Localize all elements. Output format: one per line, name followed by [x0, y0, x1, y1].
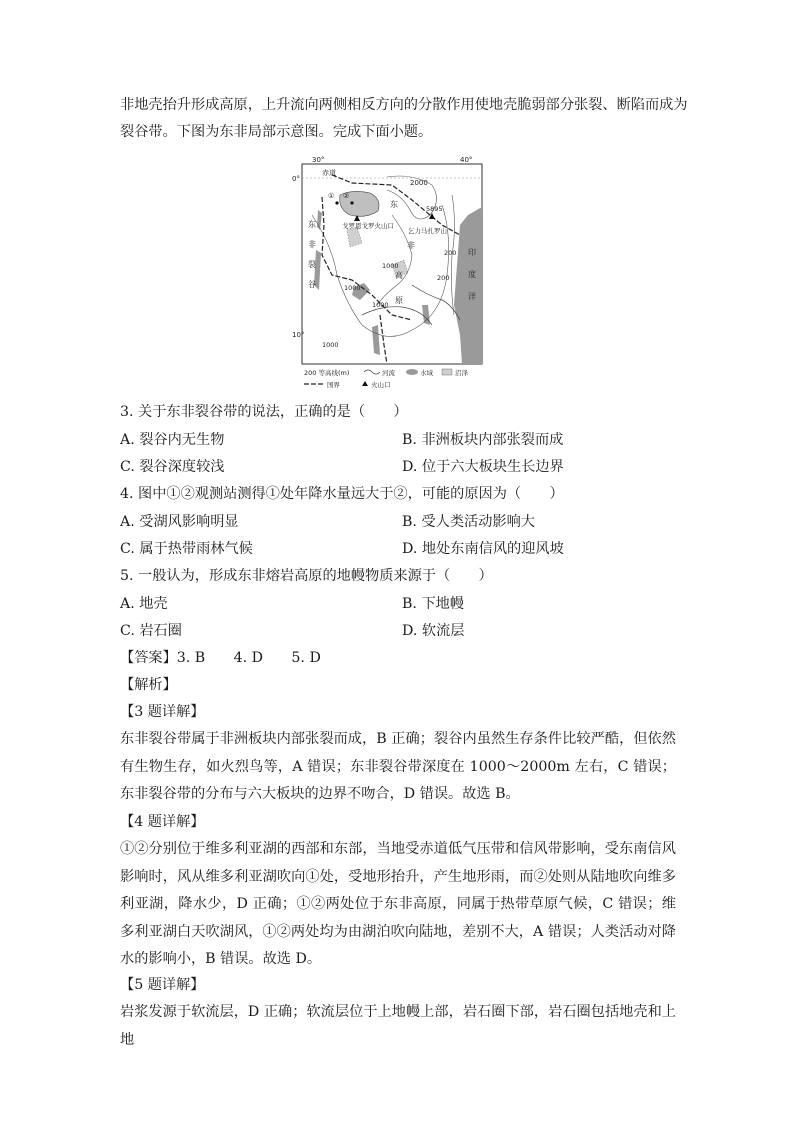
q3-option-d[interactable]: D. 位于六大板块生长边界 [402, 459, 564, 475]
region-dong-label: 东 [390, 200, 398, 209]
q4-stem: 4. 图中①②观测站测得①处年降水量远大于②，可能的原因为（ ） [120, 486, 564, 502]
east-africa-map [292, 155, 502, 390]
lon-30-label: 30° [312, 156, 325, 164]
rift-fei-label: 非 [308, 240, 316, 249]
contour-1000-label-a: 1000 [382, 262, 399, 270]
peak-elevation-label: 5895 [426, 205, 443, 213]
contour-2000-label: 2000 [410, 179, 428, 187]
contour-1000-label-c: 1000 [372, 301, 389, 309]
q4-option-c[interactable]: C. 属于热带雨林气候 [120, 541, 253, 557]
answer-line: 【答案】3. B 4. D 5. D [120, 650, 321, 666]
legend-border: 国界 [327, 381, 340, 389]
rift-dong-label: 东 [308, 220, 316, 229]
kilimanjaro-label: 乞力马扎罗山 [408, 227, 447, 235]
region-yuan-label: 原 [395, 296, 403, 305]
map-svg [292, 155, 502, 390]
station-2-dot [350, 201, 353, 204]
legend-water: 水域 [420, 369, 433, 377]
detail4-label: 【4 题详解】 [120, 814, 205, 830]
detail5-text: 岩浆发源于软流层，D 正确；软流层位于上地幔上部，岩石圈下部，岩石圈包括地壳和上地 [120, 1004, 676, 1048]
rift-gu-label: 谷 [308, 280, 316, 289]
q5-option-c[interactable]: C. 岩石圈 [120, 623, 182, 639]
intro-line-2: 裂谷带。下图为东非局部示意图。完成下面小题。 [120, 124, 433, 140]
analysis-label: 【解析】 [120, 677, 177, 693]
q5-option-b[interactable]: B. 下地幔 [402, 596, 465, 612]
q5-option-a[interactable]: A. 地壳 [120, 596, 168, 612]
intro-line-1: 非地壳抬升形成高原，上升流向两侧相反方向的分散作用使地壳脆弱部分张裂、断陷而成为 [120, 97, 688, 113]
detail5-label: 【5 题详解】 [120, 977, 205, 993]
detail3-text: 东非裂谷带属于非洲板块内部张裂而成，B 正确；裂谷内虽然生存条件比较严酷，但依然有生物生存，如火烈鸟等，A 错误；东非裂谷带深度在 1000～2000m 左右，C 错误；东非裂谷带的分布与六大板块的边界不吻合，D 错误。故选 B。 [120, 731, 676, 803]
legend-river: 河流 [382, 369, 395, 377]
region-fei-label: 非 [407, 241, 415, 250]
q4-option-d[interactable]: D. 地处东南信风的迎风坡 [402, 541, 564, 557]
ocean-du-label: 度 [468, 270, 476, 279]
q3-option-c[interactable]: C. 裂谷深度较浅 [120, 459, 225, 475]
q3-stem: 3. 关于东非裂谷带的说法，正确的是（ ） [120, 404, 408, 420]
q3-option-b[interactable]: B. 非洲板块内部张裂而成 [402, 432, 564, 448]
detail3-label: 【3 题详解】 [120, 704, 205, 720]
legend-volcano-icon [362, 381, 368, 386]
q5-stem: 5. 一般认为，形成东非熔岩高原的地幔物质来源于（ ） [120, 568, 493, 584]
region-gao-label: 高 [395, 271, 403, 280]
equator-label: 赤道 [322, 169, 336, 177]
contour-200-label-a: 200 [444, 249, 457, 257]
legend-water-icon [406, 369, 418, 375]
map-legend [304, 368, 469, 389]
lon-40-label: 40° [460, 156, 473, 164]
lat-10-label: 10° [292, 331, 305, 339]
station-1-dot [335, 201, 338, 204]
legend-swamp: 沼泽 [455, 369, 468, 377]
volcano-crater-label: 戈罗恩戈罗火山口 [342, 222, 394, 230]
ocean-yin-label: 印 [468, 248, 476, 257]
q3-option-a[interactable]: A. 裂谷内无生物 [120, 432, 225, 448]
station-2-label: ② [343, 192, 350, 200]
contour-1000-label-b: 1000 [344, 284, 361, 292]
rift-lie-label: 裂 [308, 260, 316, 269]
detail4-text: ①②分别位于维多利亚湖的西部和东部，当地受赤道低气压带和信风带影响，受东南信风影响时，风从维多利亚湖吹向①处，受地形抬升，产生地形雨，而②处则从陆地吹向维多利亚湖，降水少，D 正确；①②两处位于东非高原，同属于热带草原气候，C 错误；维多利亚湖白天吹湖风，①②两处均为由湖泊吹向陆地，差别不大，A 错误；人类活动对降水的影响小，B 错误。故选 D。 [120, 841, 676, 968]
q4-option-b[interactable]: B. 受人类活动影响大 [402, 514, 535, 530]
legend-river-icon [364, 370, 380, 374]
legend-contour: 200 等高线(m) [304, 369, 350, 377]
contour-200-label-b: 200 [437, 274, 450, 282]
q5-option-d[interactable]: D. 软流层 [402, 623, 465, 639]
legend-volcano: 火山口 [371, 381, 391, 389]
legend-swamp-icon [442, 369, 452, 375]
lat-0-label: 0° [292, 175, 300, 183]
station-1-label: ① [328, 192, 335, 200]
q4-option-a[interactable]: A. 受湖风影响明显 [120, 514, 239, 530]
contour-1000-label-d: 1000 [322, 341, 339, 349]
ocean-yang-label: 洋 [468, 292, 476, 301]
